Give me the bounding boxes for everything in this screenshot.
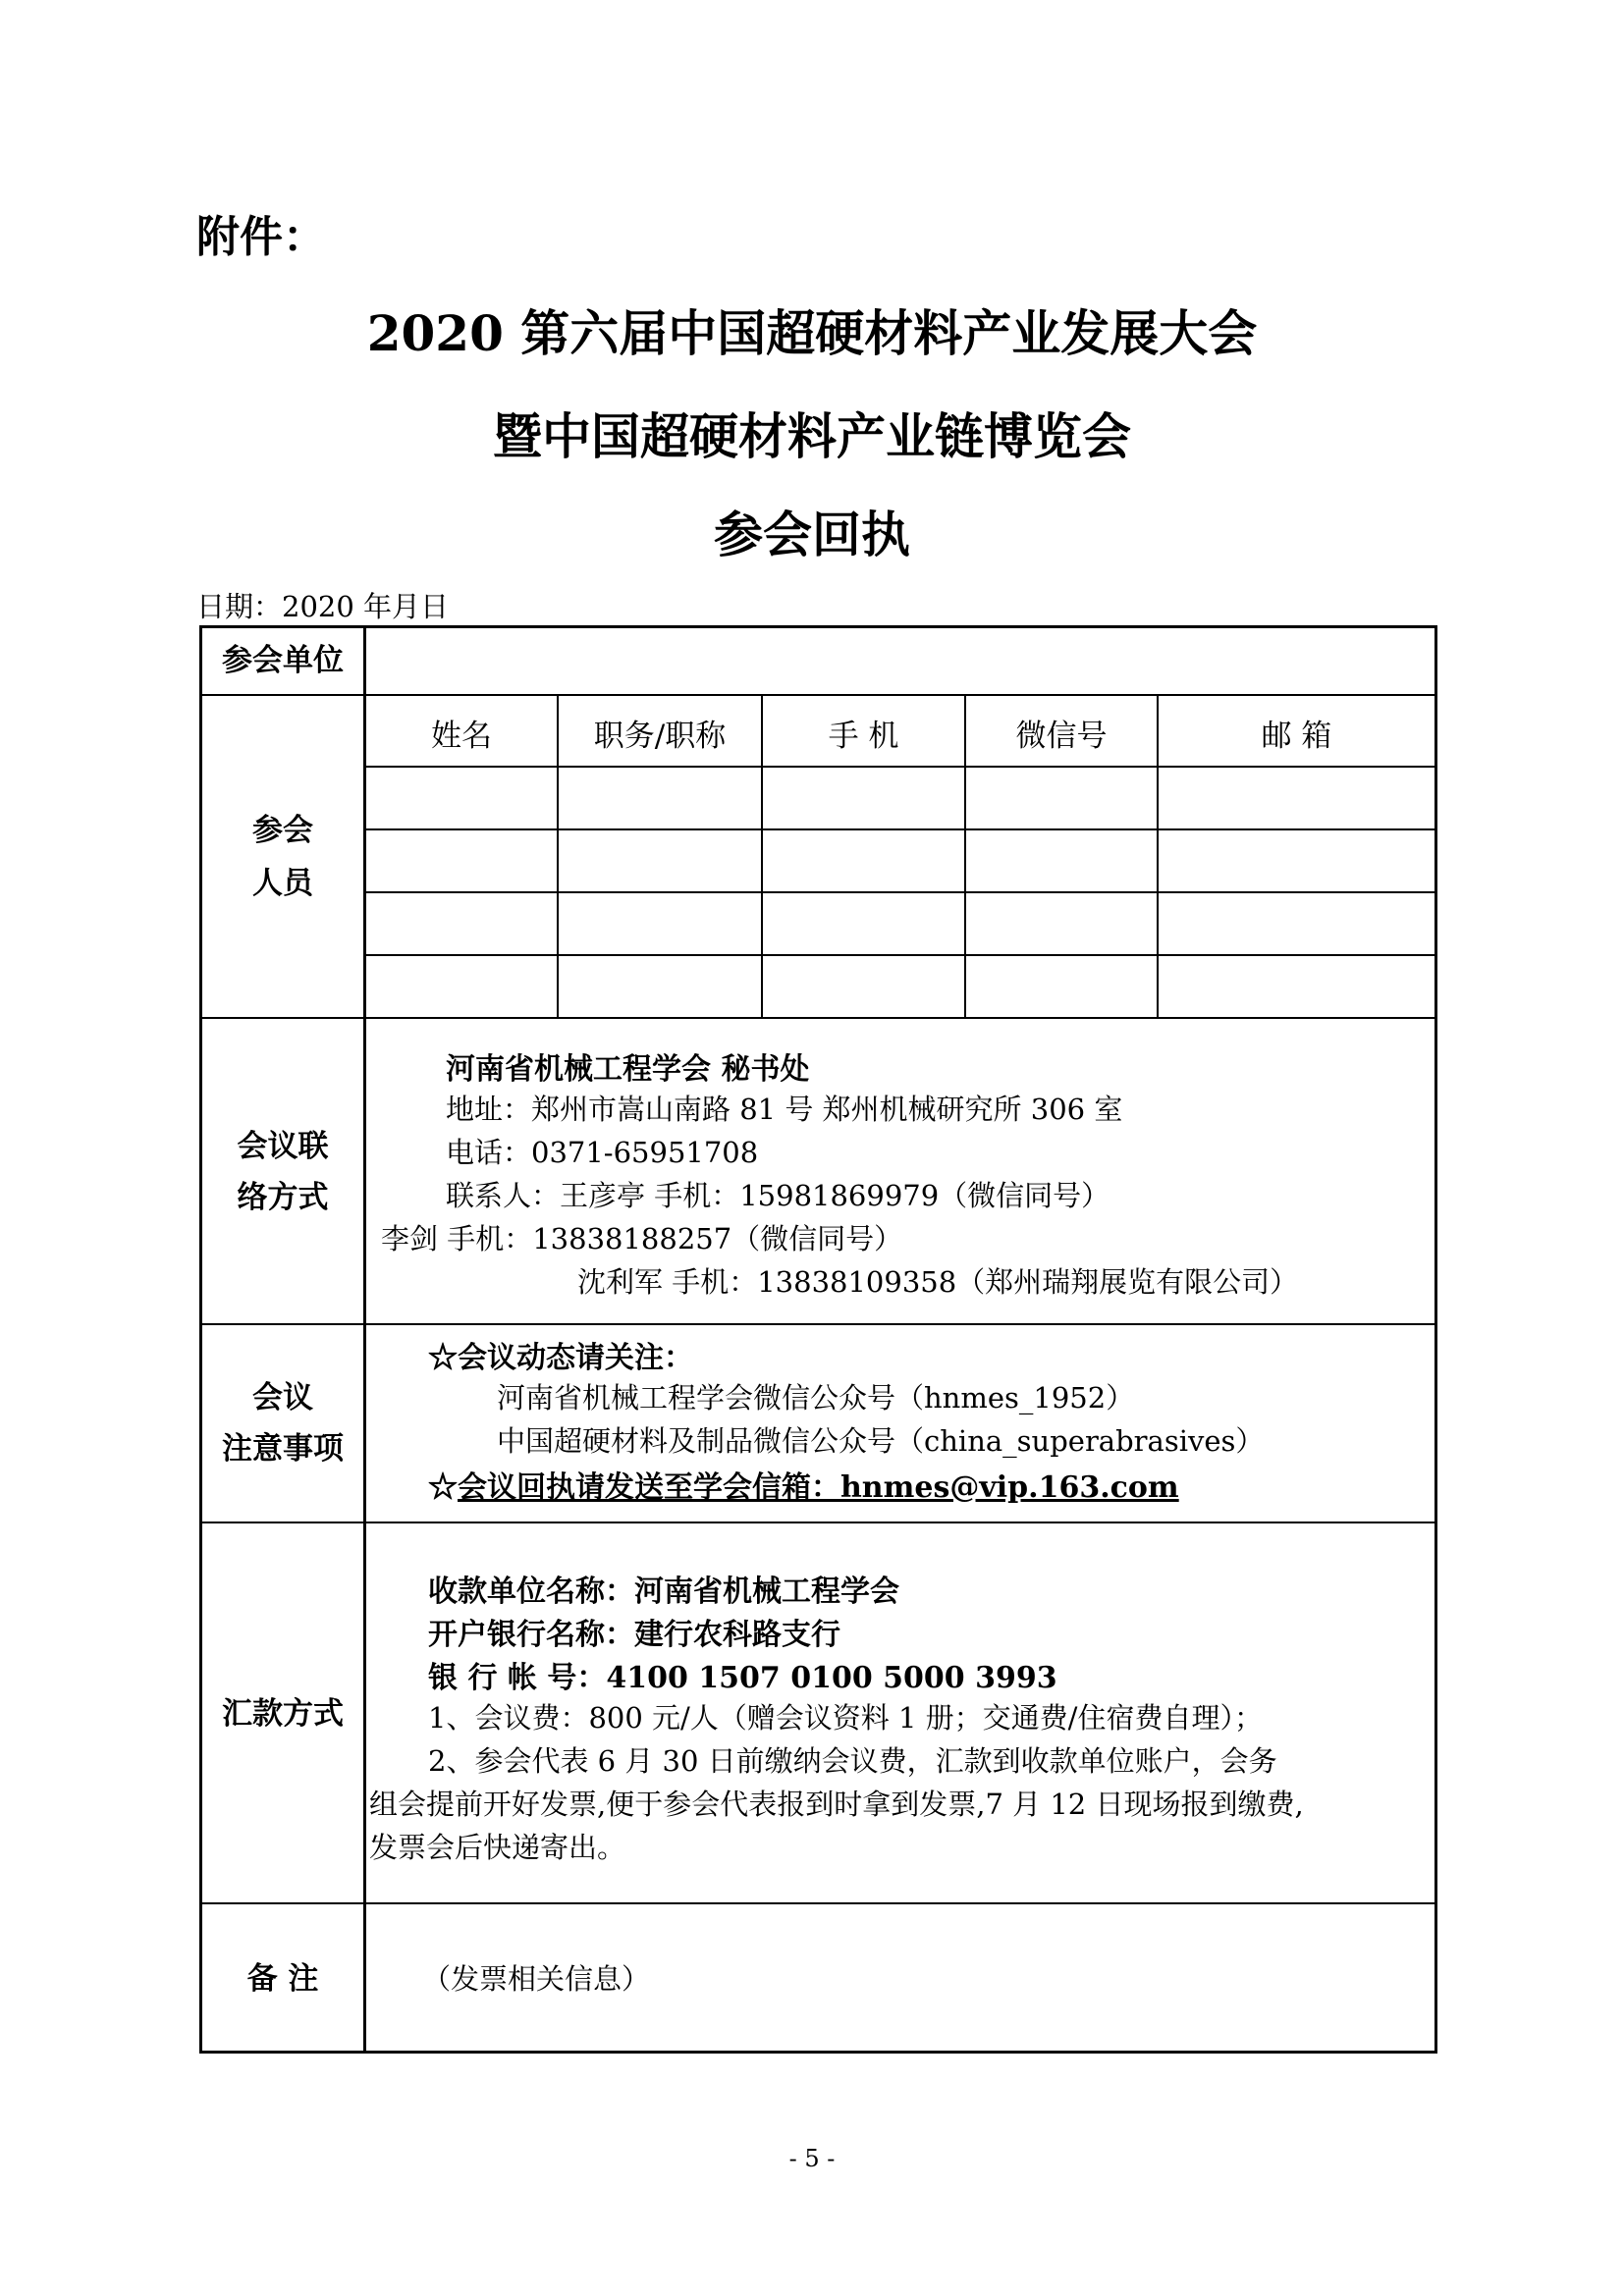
notes-wechat-2: 中国超硬材料及制品微信公众号（china_superabrasives） xyxy=(497,1424,1265,1458)
payment-payee: 收款单位名称：河南省机械工程学会 xyxy=(428,1575,899,1609)
notes-follow: ☆会议动态请关注： xyxy=(428,1341,693,1375)
payment-note-line-2: 组会提前开好发票,便于参会代表报到时拿到发票,7 月 12 日现场报到缴费, xyxy=(369,1788,1304,1821)
attendees-label-line1: 参会 xyxy=(252,813,313,848)
contact-label-line2: 络方式 xyxy=(237,1180,329,1215)
attendee-grid-line xyxy=(363,766,1437,768)
notes-label-line2: 注意事项 xyxy=(222,1431,344,1467)
title-line-1: 2020 第六届中国超硬材料产业发展大会 xyxy=(366,304,1258,362)
remarks-text[interactable]: （发票相关信息） xyxy=(422,1962,651,1996)
row-divider xyxy=(199,1017,1437,1019)
payment-fee: 1、会议费：800 元/人（赠会议资料 1 册；交通费/住宿费自理）； xyxy=(428,1701,1263,1735)
column-header-title: 职务/职称 xyxy=(593,719,727,754)
unit-label: 参会单位 xyxy=(222,643,344,678)
payment-note-line-1: 2、参会代表 6 月 30 日前缴纳会议费，汇款到收款单位账户，会务 xyxy=(428,1744,1277,1778)
unit-field[interactable] xyxy=(367,628,1434,693)
payment-bank: 开户银行名称：建行农科路支行 xyxy=(428,1618,840,1652)
title-line-2: 暨中国超硬材料产业链博览会 xyxy=(493,407,1131,465)
star-icon: ☆ xyxy=(428,1470,458,1505)
table-border-bottom xyxy=(199,2051,1437,2054)
attendee-grid-line xyxy=(363,891,1437,893)
payment-note-line-3: 发票会后快递寄出。 xyxy=(369,1831,626,1864)
attendee-grid-line xyxy=(363,828,1437,830)
remarks-label: 备 注 xyxy=(246,1961,319,1997)
title-line-3: 参会回执 xyxy=(714,506,910,563)
column-header-mobile: 手 机 xyxy=(828,719,899,754)
attendee-grid-line xyxy=(363,954,1437,956)
attachment-label: 附件： xyxy=(196,212,326,262)
notes-email xyxy=(428,1463,1179,1506)
row-divider xyxy=(199,1323,1437,1325)
contact-phone: 电话：0371-65951708 xyxy=(446,1136,759,1169)
page-number: - 5 - xyxy=(788,2145,836,2172)
row-divider xyxy=(199,1902,1437,1904)
table-border-right xyxy=(1435,625,1437,2054)
row-divider xyxy=(199,1522,1437,1523)
attendees-label-line2: 人员 xyxy=(252,866,313,901)
column-header-name: 姓名 xyxy=(431,719,492,754)
column-header-wechat: 微信号 xyxy=(1015,719,1108,754)
contact-address: 地址：郑州市嵩山南路 81 号 郑州机械研究所 306 室 xyxy=(446,1093,1123,1126)
notes-wechat-1: 河南省机械工程学会微信公众号（hnmes_1952） xyxy=(497,1381,1135,1415)
payment-account: 银 行 帐 号：4100 1507 0100 5000 3993 xyxy=(428,1661,1057,1695)
contact-person-2: 李剑 手机：13838188257（微信同号） xyxy=(381,1222,903,1255)
contact-label-line1: 会议联 xyxy=(237,1129,329,1164)
contact-person-1: 联系人：王彦亭 手机：15981869979（微信同号） xyxy=(446,1179,1110,1212)
notes-email-link[interactable]: 会议回执请发送至学会信箱：hnmes@vip.163.com xyxy=(458,1470,1179,1505)
payment-label: 汇款方式 xyxy=(222,1696,344,1732)
contact-org: 河南省机械工程学会 秘书处 xyxy=(446,1052,810,1087)
contact-person-3: 沈利军 手机：13838109358（郑州瑞翔展览有限公司） xyxy=(577,1265,1299,1299)
column-header-email: 邮 箱 xyxy=(1261,719,1332,754)
date-line: 日期：2020 年月日 xyxy=(196,590,450,623)
row-divider xyxy=(199,694,1437,696)
notes-label-line1: 会议 xyxy=(252,1380,313,1415)
